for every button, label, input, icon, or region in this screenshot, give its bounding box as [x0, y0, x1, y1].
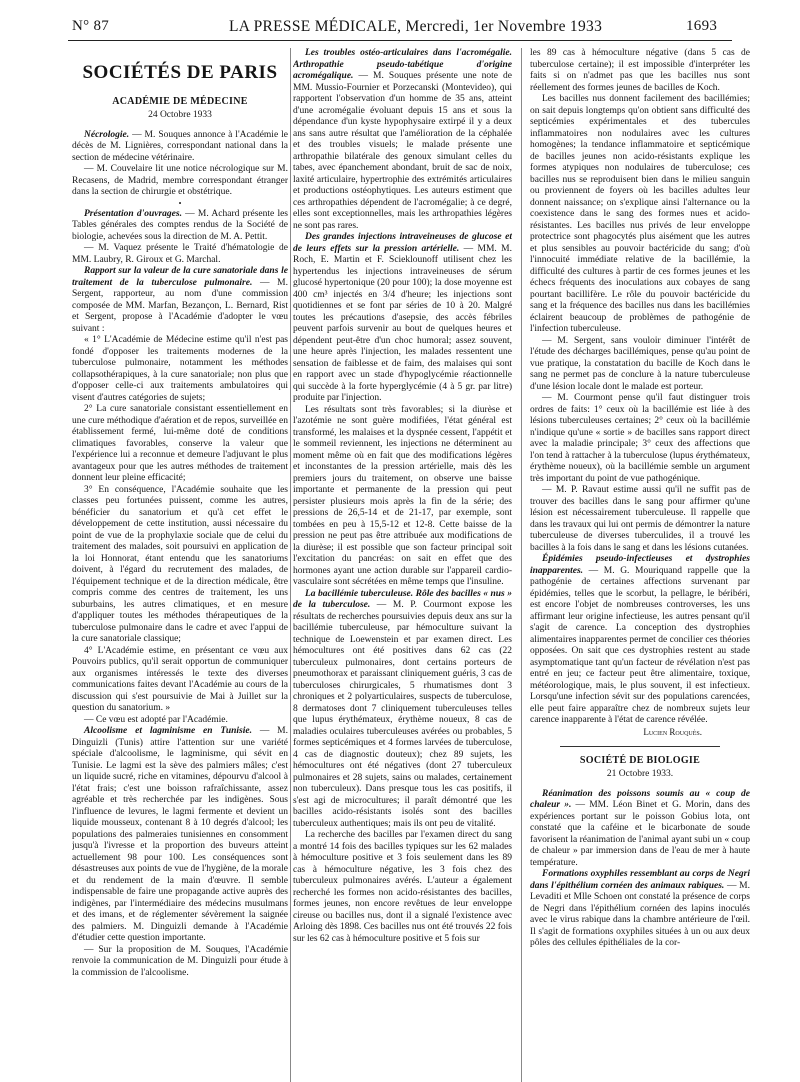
- column-divider: [290, 48, 291, 1082]
- issue-number: N° 87: [72, 18, 110, 34]
- paragraph-ravaut: — M. P. Ravaut estime aussi qu'il ne suffit pas de trouver des bacilles dans le sang pour affirmer qu'une lésion est nécessairement tuberculeuse. Il rappelle que dans les travaux qui lui ont permis de démontrer la nature tuberculeuse de diverses tuberculides, il a trouvé les bacilles à la fois dans le sang et dans les lésions cutanées.: [530, 485, 750, 553]
- paragraph-rapport: Rapport sur la valeur de la cure sanatoriale dans le traitement de la tuberculose pulmonaire. — M. Sergent, rapporteur, au nom d'une commission composée de MM. Marfan, Bezançon, L. Bernard, Rist et Sergent, propose à l'Académie d'adopter le vœu suivant :: [72, 266, 288, 334]
- section-rule: [560, 746, 720, 747]
- academie-date: 24 Octobre 1933: [148, 110, 212, 120]
- paragraph-bacilles-nus: Les bacilles nus donnent facilement des bacillémies; on sait depuis longtemps qu'on obtient sans difficulté des septicémies expérimentales et des tubercules inflammatoires non nodulaires avec les cultures homogènes; la tendance inflammatoire et septicémique de bacilles jeunes non acido-résistants explique les formes atypiques non nodulaires de tuberculose; ces bacilles nus se reproduisent bien dans le milieu sanguin ou proviennent de foyers où les bacilles adultes leur donnent naissance; on s'explique ainsi l'alternance ou la coexistence dans le sang des formes nues et acido-résistantes. Les bacilles nus privés de leur enveloppe protectrice sont phagocytés plus aisément que les autres et plus sensibles au pouvoir bactéricide du sang; d'où l'innocuité immédiate relative de la bacillémie, la difficulté des cultures à partir de ces formes jeunes et les échecs fréquents des inoculations aux cobayes de sang pourtant bacillifère. Le rôle du pouvoir bactéricide du sang et la fréquence des bacilles nus dans les bacillémies éclairent beaucoup de problèmes de pathogénie de l'infection tuberculeuse.: [530, 94, 750, 334]
- paragraph-courmont: — M. Courmont pense qu'il faut distinguer trois ordres de faits: 1° ceux où la bacillémie est liée à des lésions tuberculeuses certaines; 2° ceux où la bacillémie n'indique qu'une « sortie » de bacilles sans rapport direct avec la maladie principale; 3° ceux des affections que l'on tend à rattacher à la tuberculose (lupus érythémateux, érythème noueux), où la bacillémie semble un argument très important du point de vue pathogénique.: [530, 393, 750, 484]
- column-right: [530, 48, 750, 1082]
- paragraph-glucose: Des grandes injections intraveineuses de glucose et de leurs effets sur la pression artérielle. — MM. M. Roch, E. Martin et F. Scieklounoff utilisent chez les hypertendus les injections intraveineuses de sérum glucosé hypertonique (20 pour 100); la dose moyenne est 400 cm³ injectés en 3/4 d'heure; les injections sont quotidiennes et se font par séries de 10 à 20. Malgré toutes les précautions d'asepsie, des accès fébriles peuvent parfois survenir au bout de quelques heures et dépendent peut-être d'un choc humoral; assez souvent, une heure après l'injection, les malades ressentent une sensation de faiblesse et de faim, des malaises qui sont en rapport avec un stade d'hypoglycémie réactionnelle qui succède à la forte hyperglycémie (4 à 5 gr. par litre) produite par l'injection.: [293, 232, 512, 403]
- biologie-title: SOCIÉTÉ DE BIOLOGIE: [579, 755, 701, 766]
- paragraph-continuation: les 89 cas à hémoculture négative (dans 5 cas de tuberculose certaine); il est impossible d'interpréter les faits si on n'admet pas que les bacilles nus sont réellement des formes jeunes de bacilles de Koch.: [530, 48, 750, 93]
- ornament-mark: •: [178, 198, 182, 208]
- paragraph-adopte: — Ce vœu est adopté par l'Académie.: [84, 714, 228, 725]
- column-divider: [521, 48, 522, 1082]
- paragraph-reanimation: Réanimation des poissons soumis au « coup de chaleur ». — MM. Léon Binet et G. Morin, dans des expériences portant sur le poisson Gobius lota, ont constaté que la caféine et le bicarbonate de soude favorisent la réanimation de l'animal ayant subi un « coup de chaleur » par immersion dans de l'eau de mer à haute température.: [530, 788, 750, 868]
- paragraph-renvoi: — Sur la proposition de M. Souques, l'Académie renvoie la communication de M. Dinguizli pour étude à la commission de l'alcoolisme.: [72, 944, 288, 978]
- section-title: SOCIÉTÉS DE PARIS: [82, 62, 278, 83]
- paragraph-recherche: La recherche des bacilles par l'examen direct du sang a montré 14 fois des bacilles typiques sur les 62 malades à hémoculture positive et 3 fois seulement dans les 89 cas à hémoculture négative, les 3 fois chez des tuberculeux pulmonaires avérés. L'auteur a également recherché les formes non acido-résistantes des bacilles, formes jeunes, non encore revêtues de leur enveloppe cireuse ou bacilles nus, dont il a signalé l'existence avec Arloing dès 1898. Ces bacilles nus ont été trouvés 22 fois sur les 62 cas à hémoculture positive et 5 fois sur: [293, 830, 512, 944]
- author-signature: Lucien Rouquès.: [643, 726, 702, 737]
- paragraph-resultats: Les résultats sont très favorables; si la diurèse et l'azotémie ne sont guère modifiées, l'état général est transformé, les malaises et la dyspnée cessent, l'appétit et le sommeil reviennent, les injections ne déterminent au moment même où en fait que des modifications légères et inconstantes de la pression artérielle, mais dès les premiers jours du traitement, on observe une baisse importante et permanente de la pression qui peut persister plusieurs mois après la fin de la série; des pressions de 26,5-14 et de 21-17, par exemple, sont tombées en peu à 15,5-12 et 12-8. Cette baisse de la pression ne peut pas être attribuée aux modifications de la diurèse; il est possible que son facteur principal soit l'excitation du pancréas: on sait en effet que des hormones ayant une action durable sur l'appareil cardio-vasculaire sont sécrétées en même temps que l'insuline.: [293, 404, 512, 587]
- paragraph-voeu-3: 3° En conséquence, l'Académie souhaite que les classes peu fortunées puissent, comme les autres, bénéficier du sanatorium et qu'à cet effet le développement de cette institution, aussi nécessaire du point de vue de la prophylaxie sociale que de celui du traitement des malades, soit poursuivi en application de la loi Honnorat, étant entendu que les sanatoriums doivent, à l'égard du recrutement des malades, de l'équipement technique et de la direction médicale, être compris comme des centres de traitement, les uns suburbains, les autres climatiques, et en mesure d'appliquer toutes les méthodes thérapeutiques de la tuberculose pulmonaire dans le cadre et avec l'appui de la cure sanatoriale classique;: [72, 484, 288, 644]
- paragraph-voeu-2: 2° La cure sanatoriale consistant essentiellement en une cure méthodique d'aération et de repos, surveillée en établissement fermé, lui-même doté de conditions climatiques favorables, conserve la valeur que l'expérience lui a reconnue et demeure l'adjuvant le plus avantageux pour que les autres méthodes de traitement donnent leur pleine efficacité;: [72, 404, 288, 483]
- biologie-date: 21 Octobre 1933.: [606, 769, 674, 779]
- paragraph-alcoolisme: Alcoolisme et lagminisme en Tunisie. — M. Dinguizli (Tunis) attire l'attention sur une variété spéciale d'alcoolisme, le lagminisme, qui sévit en Tunisie. Le lagmi est la sève des palmiers mâles; c'est un liquide sucré, riche en vitamines, dépourvu d'alcool à l'état frais; c'est une boisson rafraîchissante, assez agréable et très recherchée par les indigènes. Sous l'influence de levures, le lagmi fermente et devient un liquide mousseux, contenant 8 à 10 degrés d'alcool; les populations des palmeraies tunisiennes en consomment jusqu'à l'ivresse et la proportion des buveurs atteint actuellement 98 pour 100. Les conséquences sont désastreuses aux points de vue de l'hygiène, de la morale et du rendement de la main d'œuvre. Il semble indispensable de faire une propagande active auprès des indigènes, par l'intermédiaire des médecins musulmans et des imans, et de réglementer sévèrement la saignée des palmiers. M. Dinguizli demande à l'Académie d'étudier cette question importante.: [72, 726, 288, 943]
- paragraph-acromegalie: Les troubles ostéo-articulaires dans l'acromégalie. Arthropathie pseudo-tabétique d'origine acromégalique. — M. Souques présente une note de MM. Mussio-Fournier et Porzecanski (Montevideo), qui rapportent l'observation d'un homme de 35 ans, atteint d'une acromégalie évoluant depuis 15 ans et sous la dépendance d'un kyste hypophysaire extirpé il y a deux ans sans autre résultat que l'amélioration de la céphalée et des troubles visuels; le malade présente une arthropathie bilatérale des genoux simulant celles du tabes, avec épanchement abondant, bruit de sac de noix, laxité articulaire, hypertrophie des extrémités articulaires et productions ostéophytiques. Les auteurs estiment que ces arthropathies dépendent de l'acromégalie; à ce degré, elles sont exceptionnelles, mais les arthropathies légères ne sont pas rares.: [293, 48, 512, 231]
- page-number: 1693: [686, 18, 718, 34]
- column-middle: [293, 48, 512, 1082]
- paragraph-vaquez: — M. Vaquez présente le Traité d'hématologie de MM. Laubry, R. Giroux et G. Marchal.: [72, 243, 288, 265]
- paragraph-voeu-1: « 1° L'Académie de Médecine estime qu'il n'est pas fondé d'opposer les traitements modernes de la tuberculose pulmonaire, notamment les méthodes collapsothérapiques, à la cure sanatoriale; non plus que d'opposer celle-ci aux traitements ambulatoires qui visent d'autres catégories de sujets;: [72, 335, 288, 403]
- paragraph-couvelaire: — M. Couvelaire lit une notice nécrologique sur M. Recasens, de Madrid, membre correspondant étranger dans la section de chirurgie et obstétrique.: [72, 164, 288, 197]
- paragraph-presentation: Présentation d'ouvrages. — M. Achard présente les Tables générales des comptes rendus de la Société de biologie, achevées sous la direction de M. A. Pettit.: [72, 208, 288, 242]
- paragraph-negri: Formations oxyphiles ressemblant au corps de Negri dans l'épithélium cornéen des animaux rabiques. — M. Levaditi et Mlle Schoen ont constaté la présence de corps de Negri dans l'épithélium cornéen des lapins inoculés avec le virus rabique dans la chambre antérieure de l'œil. Il s'agit de formations oxyphiles situées à un ou aux deux pôles des cellules épithéliales de la cor-: [530, 869, 750, 948]
- paragraph-epidemies: Épidémies pseudo-infectieuses et dystrophies inapparentes. — M. G. Mouriquand rappelle que la pathogénie de certaines affections survenant par épidémies, telles que le scorbut, la pellagre, le béribéri, est encore l'objet de nombreuses controverses, les uns affirmant leur origine infectieuse, les autres pensant qu'il s'agit de carence. La conception des dystrophies alimentaires inapparentes permet de concilier ces théories opposées. On sait que ces dystrophies restent au stade asymptomatique tant qu'un facteur de révélation n'est pas entré en jeu; ce facteur peut être alimentaire, toxique, météorologique, mais, le plus souvent, il est infectieux. Lorsqu'une infection sévit sur des populations carencées, elle peut faire apparaître chez de nombreux sujets leur carence inapparente à l'état de carence révélée.: [530, 554, 750, 725]
- running-header: LA PRESSE MÉDICALE, Mercredi, 1er Novembre 1933: [229, 18, 603, 35]
- paragraph-necrologie: Nécrologie. — M. Souques annonce à l'Académie le décès de M. Lignières, correspondant national dans la section de médecine vétérinaire.: [72, 129, 288, 163]
- header-rule: [68, 40, 732, 41]
- academie-title: ACADÉMIE DE MÉDECINE: [112, 96, 248, 107]
- column-left: [72, 48, 288, 1082]
- paragraph-sergent: — M. Sergent, sans vouloir diminuer l'intérêt de l'étude des décharges bacillémiques, pense qu'au point de vue pratique, la constatation du bacille de Koch dans le sang ne permet pas de conclure à la nature tuberculeuse d'une lésion locale dont le malade est porteur.: [530, 335, 750, 392]
- paragraph-voeu-4: 4° L'Académie estime, en présentant ce vœu aux Pouvoirs publics, qu'il serait opportun de communiquer aux organismes intéressés le texte des diverses communications faites devant l'Académie au cours de la discussion qui s'est poursuivie de Mai à Juillet sur la question du sanatorium. »: [72, 645, 288, 713]
- paragraph-bacillemie: La bacillémie tuberculeuse. Rôle des bacilles « nus » de la tuberculose. — M. P. Courmont expose les résultats de recherches poursuivies depuis deux ans sur la bacillémie tuberculeuse, par hémoculture suivant la technique de Loewenstein et par examen direct. Les hémocultures ont été positives dans 62 cas (22 tuberculeux pulmonaires, dont certains porteurs de pneumothorax et paraissant cliniquement guéris, 3 cas de tuberculoses chirurgicales, 5 rhumatismes dont 3 chroniques et 2 polyarticulaires, suspects de tuberculose, 8 dermatoses dont 7 cliniquement tuberculeuses telles que lupus érythémateux, érythème noueux, 8 cas de maladies oculaires tuberculeuses avérées ou probables, 5 formes septicémiques et 4 formes larvées de tuberculose, 4 cas de diagnostic douteux); chez 89 sujets, les hémocultures ont été négatives (dont 27 tuberculeux pulmonaires et 28 sujets, sains ou malades, certainement non tuberculeux). Dans presque tous les cas positifs, il s'est agi de microcultures; il paraît démontré que les bacilles acido-résistants isolés sont des bacilles tuberculeux authentiques; mais ils ont peu de vitalité.: [293, 588, 512, 829]
